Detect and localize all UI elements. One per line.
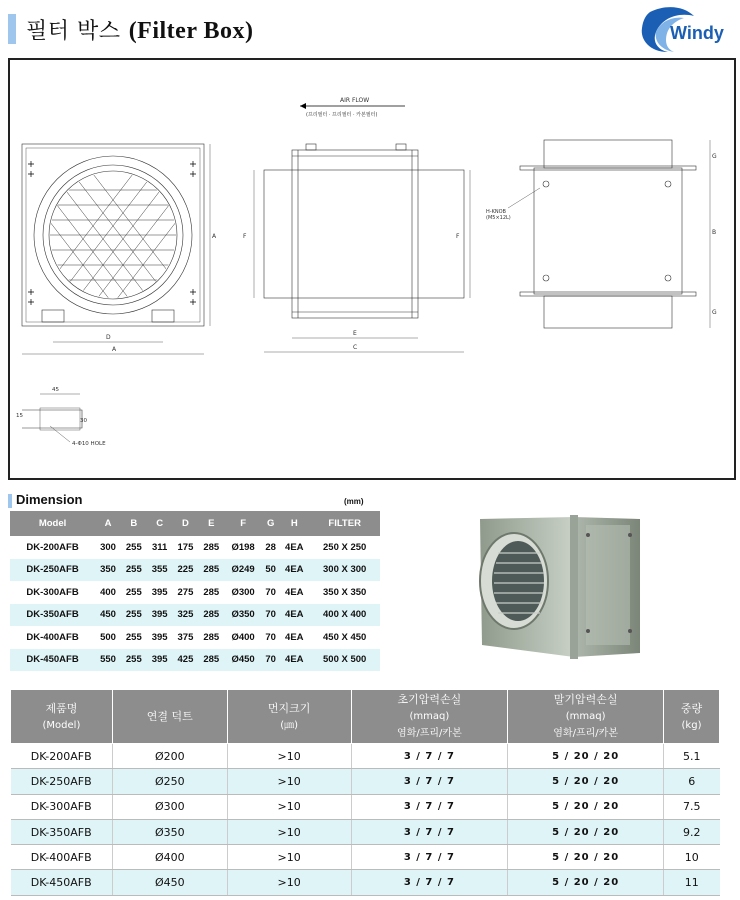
table-cell: >10: [227, 845, 351, 870]
dim-header-a: A: [95, 511, 121, 536]
dim-header-model: Model: [10, 511, 95, 536]
table-row: [11, 819, 720, 844]
table-cell: 450: [95, 604, 121, 627]
table-cell: 5.1: [664, 744, 720, 769]
table-row: [10, 581, 380, 604]
table-cell: DK-300AFB: [26, 586, 79, 598]
table-cell: 425: [173, 649, 199, 672]
table-cell: 50: [262, 559, 279, 582]
table-cell: 285: [198, 604, 224, 627]
spec-header-initial-label: 초기압력손실: [397, 693, 462, 706]
dimension-accent-bar: [8, 494, 12, 508]
table-cell: 450 X 450: [323, 631, 367, 643]
spec-header-weight-label: 중량: [680, 701, 703, 715]
dim-label-e: E: [353, 330, 357, 337]
table-cell: DK-200AFB: [11, 744, 113, 769]
table-cell: Ø450: [112, 870, 227, 895]
table-cell: Ø198: [231, 541, 255, 553]
table-cell: 255: [121, 649, 147, 672]
dim-label-a-side: A: [212, 233, 217, 240]
spec-header-initial-sub2: 염화/프리/카본: [397, 728, 462, 739]
table-row: [11, 870, 720, 895]
dim-header-h: H: [279, 511, 309, 536]
dim-header-c: C: [147, 511, 173, 536]
drawing-canvas: [10, 60, 734, 478]
table-cell: 70: [265, 631, 276, 643]
knob-label: H-KNOB: [486, 209, 506, 215]
table-cell: 500: [100, 631, 116, 643]
table-cell: 6: [664, 769, 720, 794]
table-cell: 5 / 20 / 20: [508, 819, 664, 844]
table-cell: DK-400AFB: [26, 631, 79, 643]
dim-header-d: D: [173, 511, 199, 536]
table-cell: 311: [151, 541, 168, 553]
table-cell: 300 X 300: [309, 559, 380, 582]
table-cell: 70: [265, 586, 276, 598]
table-cell: 250 X 250: [323, 541, 367, 553]
table-cell: Ø450: [224, 649, 262, 672]
table-row: [10, 559, 380, 582]
table-cell: 70: [262, 604, 279, 627]
table-cell: DK-250AFB: [11, 769, 113, 794]
dimension-unit: (mm): [344, 497, 364, 506]
table-cell: Ø400: [231, 631, 255, 643]
logo-text: Windy: [670, 23, 724, 43]
dimension-table: [10, 511, 380, 671]
table-cell: 225: [173, 559, 199, 582]
table-row: [10, 649, 380, 672]
table-cell: Ø249: [224, 559, 262, 582]
dim-label-g-bottom: G: [712, 309, 717, 316]
dim-label-a: A: [112, 346, 117, 353]
table-cell: Ø400: [112, 845, 227, 870]
hole-dim-30: 30: [80, 418, 87, 424]
spec-header-model: [11, 690, 113, 744]
spec-header-final-sub2: 염화/프리/카본: [553, 728, 618, 739]
table-cell: >10: [227, 794, 351, 819]
title-accent-bar: [8, 14, 16, 44]
table-cell: DK-350AFB: [10, 604, 95, 627]
table-cell: Ø350: [224, 604, 262, 627]
table-cell: 395: [147, 649, 173, 672]
spec-header-weight: [664, 690, 720, 744]
spec-header-initial-sub: (mmaq): [409, 711, 450, 722]
table-cell: 7.5: [664, 794, 720, 819]
hole-label: 4-Φ10 HOLE: [72, 441, 106, 447]
table-cell: 285: [203, 586, 220, 598]
table-cell: 4EA: [279, 559, 309, 582]
table-row: [11, 744, 720, 769]
table-cell: 400 X 400: [309, 604, 380, 627]
table-cell: Ø200: [112, 744, 227, 769]
table-cell: 3 / 7 / 7: [351, 794, 508, 819]
dim-label-b: B: [712, 229, 717, 236]
table-cell: 5 / 20 / 20: [508, 845, 664, 870]
spec-header-dust: [227, 690, 351, 744]
table-cell: 4EA: [285, 631, 304, 643]
table-cell: 3 / 7 / 7: [351, 870, 508, 895]
page-title: [26, 14, 254, 45]
table-cell: 350 X 350: [323, 586, 367, 598]
dim-header-e: E: [198, 511, 224, 536]
table-cell: Ø300: [231, 586, 255, 598]
hole-dim-15: 15: [16, 413, 23, 419]
table-row: [10, 604, 380, 627]
spec-header-dust-label: 먼지크기: [267, 701, 311, 715]
table-cell: DK-200AFB: [26, 541, 79, 553]
title-korean: 필터 박스: [26, 19, 121, 44]
hole-detail: [16, 387, 106, 447]
table-cell: DK-400AFB: [11, 845, 113, 870]
dimension-title: Dimension: [16, 492, 83, 507]
dim-header-b: B: [121, 511, 147, 536]
table-cell: >10: [227, 819, 351, 844]
table-cell: Ø300: [112, 794, 227, 819]
table-cell: 400: [100, 586, 116, 598]
air-flow-text: AIR FLOW: [340, 97, 370, 104]
table-cell: 4EA: [285, 586, 304, 598]
table-cell: 4EA: [285, 541, 304, 553]
dim-label-c: C: [353, 344, 358, 351]
table-cell: 375: [177, 631, 194, 643]
table-row: [11, 845, 720, 870]
table-cell: 395: [147, 604, 173, 627]
spec-header-row: [11, 690, 720, 744]
knob-spec: (M5×12L): [486, 215, 511, 221]
air-flow-sub: (프리필터 · 프리필터 · 카본필터): [306, 112, 378, 118]
table-cell: 300: [100, 541, 116, 553]
dimension-header-row: [10, 511, 380, 536]
top-view: [486, 140, 717, 328]
table-cell: DK-450AFB: [10, 649, 95, 672]
hole-dim-45: 45: [52, 387, 59, 393]
technical-drawing: [8, 58, 736, 480]
table-cell: >10: [227, 870, 351, 895]
dim-header-f: F: [224, 511, 262, 536]
spec-header-final-label: 말기압력손실: [553, 693, 618, 706]
product-photo: [474, 513, 644, 663]
table-cell: 5 / 20 / 20: [508, 769, 664, 794]
table-cell: 285: [203, 631, 220, 643]
table-row: [11, 794, 720, 819]
dim-label-f-left: F: [243, 233, 247, 240]
table-cell: >10: [227, 769, 351, 794]
dim-header-filter: FILTER: [309, 511, 380, 536]
table-cell: 9.2: [664, 819, 720, 844]
table-cell: Ø250: [112, 769, 227, 794]
table-cell: 4EA: [279, 649, 309, 672]
dim-label-d: D: [106, 334, 111, 341]
table-cell: 285: [198, 559, 224, 582]
table-cell: 255: [125, 541, 142, 553]
table-row: [10, 626, 380, 649]
table-cell: 28: [265, 541, 276, 553]
table-cell: Ø350: [112, 819, 227, 844]
table-row: [11, 769, 720, 794]
table-cell: >10: [227, 744, 351, 769]
dim-label-f-right: F: [456, 233, 460, 240]
spec-header-duct-label: 연결 덕트: [146, 710, 193, 723]
spec-header-model-label: 제품명: [45, 701, 78, 715]
table-cell: 255: [121, 604, 147, 627]
table-cell: 350: [95, 559, 121, 582]
table-cell: 4EA: [279, 604, 309, 627]
spec-header-model-sub: (Model): [42, 719, 81, 731]
spec-header-final: [508, 690, 664, 744]
spec-header-final-sub: (mmaq): [565, 711, 606, 722]
title-english: (Filter Box): [128, 18, 254, 44]
front-view: [10, 144, 217, 354]
table-cell: 255: [125, 631, 142, 643]
spec-header-dust-sub: (㎛): [280, 719, 298, 731]
table-cell: 10: [664, 845, 720, 870]
table-cell: 5 / 20 / 20: [508, 794, 664, 819]
table-cell: 285: [198, 649, 224, 672]
table-row: [10, 536, 380, 559]
side-view: [243, 144, 470, 352]
table-cell: 3 / 7 / 7: [351, 769, 508, 794]
dim-header-g: G: [262, 511, 279, 536]
windy-logo: [636, 4, 736, 54]
table-cell: 395: [151, 631, 168, 643]
table-cell: 3 / 7 / 7: [351, 744, 508, 769]
spec-header-duct: [112, 690, 227, 744]
spec-header-initial: [351, 690, 508, 744]
table-cell: 175: [177, 541, 194, 553]
table-cell: 500 X 500: [309, 649, 380, 672]
air-flow-label: [300, 97, 405, 118]
table-cell: 255: [125, 586, 142, 598]
table-cell: 70: [262, 649, 279, 672]
table-cell: 5 / 20 / 20: [508, 744, 664, 769]
table-cell: 285: [203, 541, 220, 553]
table-cell: 550: [95, 649, 121, 672]
table-cell: DK-450AFB: [11, 870, 113, 895]
table-cell: 275: [177, 586, 194, 598]
table-cell: 395: [151, 586, 168, 598]
table-cell: 3 / 7 / 7: [351, 845, 508, 870]
table-cell: DK-250AFB: [10, 559, 95, 582]
table-cell: DK-350AFB: [11, 819, 113, 844]
table-cell: 355: [147, 559, 173, 582]
table-cell: 325: [173, 604, 199, 627]
spec-header-weight-sub: (kg): [681, 719, 702, 731]
table-cell: 255: [121, 559, 147, 582]
table-cell: DK-300AFB: [11, 794, 113, 819]
table-cell: 11: [664, 870, 720, 895]
spec-table: [10, 689, 720, 896]
dim-label-g-top: G: [712, 153, 717, 160]
table-cell: 5 / 20 / 20: [508, 870, 664, 895]
table-cell: 3 / 7 / 7: [351, 819, 508, 844]
